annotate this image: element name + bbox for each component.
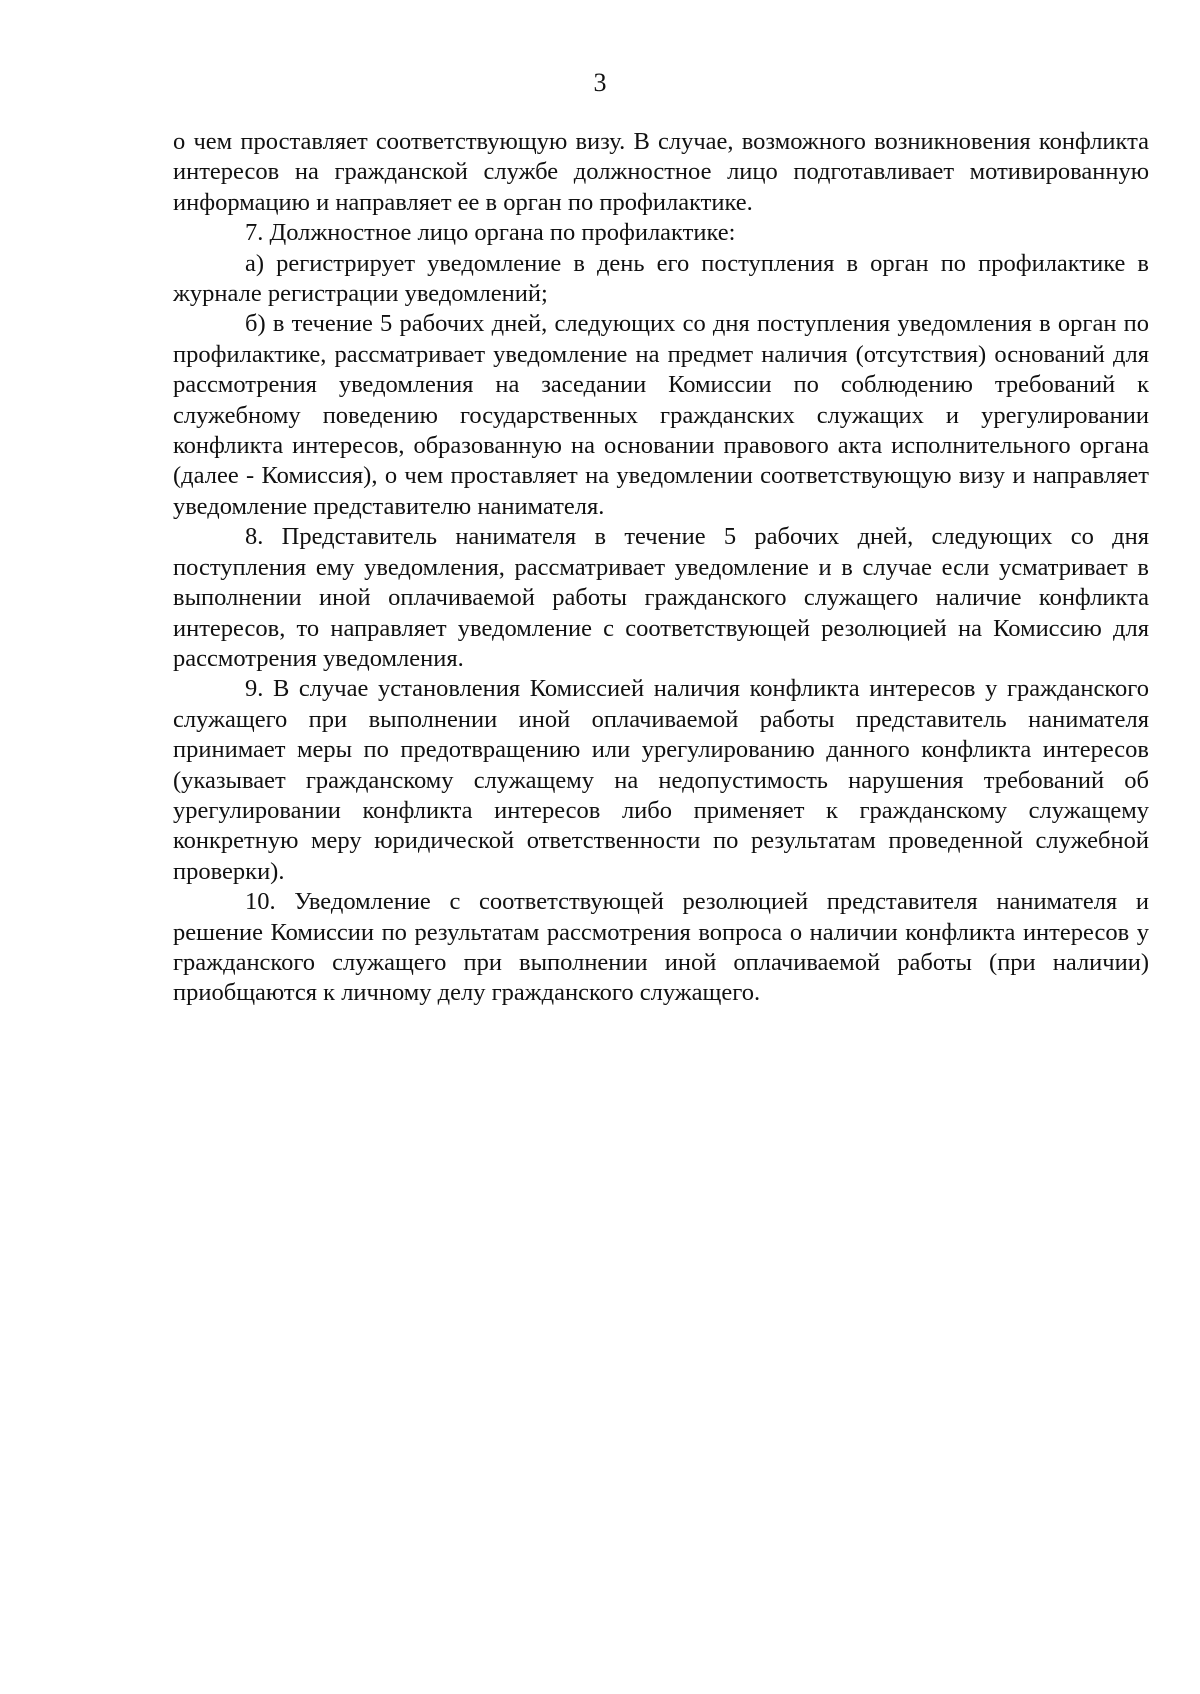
page-number: 3 [593, 68, 607, 97]
paragraph-item-9: 9. В случае установления Комиссией наличия конфликта интересов у гражданского служащего при выполнении иной оплачиваемой работы представитель нанимателя принимает меры по предотвращению или урегулированию данного конфликта интересов (указывает гражданскому служащему на недопустимость нарушения требований об урегулировании конфликта интересов либо применяет к гражданскому служащему конкретную меру юридической ответственности по результатам проведенной служебной проверки). [173, 675, 1149, 885]
paragraph-item-7: 7. Должностное лицо органа по профилактике: [245, 219, 736, 247]
paragraph-item-7a: а) регистрирует уведомление в день его поступления в орган по профилактике в журнале регистрации уведомлений; [173, 249, 1149, 308]
paragraph-item-7b: б) в течение 5 рабочих дней, следующих со дня поступления уведомления в орган по профилактике, рассматривает уведомление на предмет наличия (отсутствия) оснований для рассмотрения уведомления на заседании Комиссии по соблюдению требований к служебному поведению государственных гражданских служащих и урегулировании конфликта интересов, образованную на основании правового акта исполнительного органа (далее - Комиссия), о чем проставляет на уведомлении соответствующую визу и направляет уведомление представителю нанимателя. [173, 310, 1149, 520]
paragraph-item-10: 10. Уведомление с соответствующей резолюцией представителя нанимателя и решение Комиссии по результатам рассмотрения вопроса о наличии конфликта интересов у гражданского служащего при выполнении иной оплачиваемой работы (при наличии) приобщаются к личному делу гражданского служащего. [173, 888, 1149, 1007]
paragraph-continuation: о чем проставляет соответствующую визу. В случае, возможного возникновения конфликта интересов на гражданской службе должностное лицо подготавливает мотивированную информацию и направляет ее в орган по профилактике. [173, 128, 1149, 216]
document-body [173, 127, 1149, 1009]
paragraph-item-8: 8. Представитель нанимателя в течение 5 рабочих дней, следующих со дня поступления ему уведомления, рассматривает уведомление и в случае если усматривает в выполнении иной оплачиваемой работы гражданского служащего наличие конфликта интересов, то направляет уведомление с соответствующей резолюцией на Комиссию для рассмотрения уведомления. [173, 523, 1149, 672]
